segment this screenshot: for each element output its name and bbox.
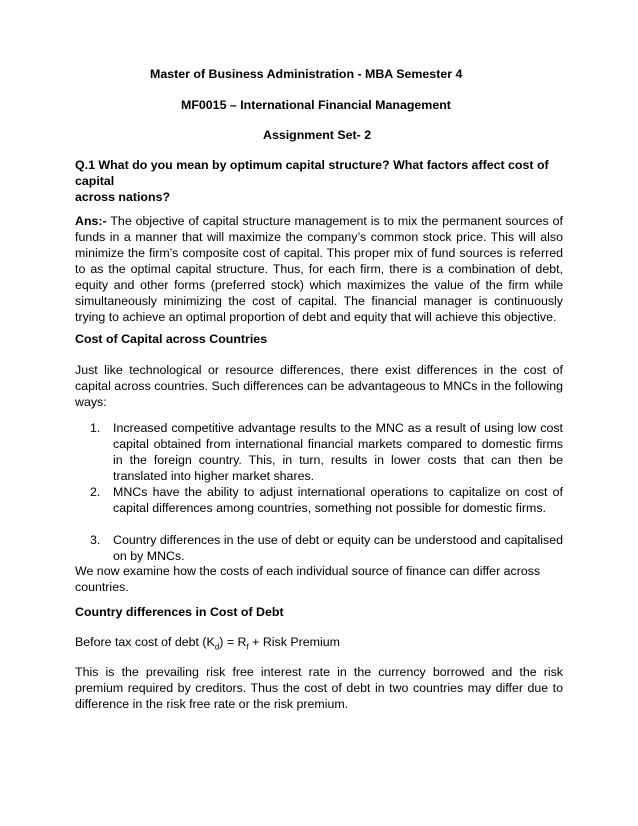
- formula-subscript-d: d: [214, 642, 220, 652]
- assignment-title: Assignment Set- 2: [263, 128, 372, 142]
- formula-suffix: + Risk Premium: [248, 635, 340, 649]
- question-line-1: Q.1 What do you mean by optimum capital structure? What factors affect cost of: [75, 158, 549, 172]
- question-line-2: capital: [75, 174, 115, 188]
- document-title: Master of Business Administration - MBA Semester 4: [150, 67, 463, 81]
- formula-subscript-f: f: [246, 642, 249, 652]
- section-heading-cost-of-debt: Country differences in Cost of Debt: [75, 605, 284, 619]
- answer-text: The objective of capital structure management is to mix the permanent sources of funds in a manner that will maximize the company’s common stock price. This will also minimize the firm’s composite cost of capital. This proper mix of fund sources is referred to as the optimal capital structure. Thus, for each firm, there is a combination of debt, equity and other forms (preferred stock) which maximizes the value of the firm while simultaneously minimizing the cost of capital. The financial manager is continuously trying to achieve an optimal proportion of debt and equity that will achieve this objective.: [75, 214, 563, 324]
- question-line-3: across nations?: [75, 190, 171, 204]
- list-item-text: Country differences in the use of debt or equity can be understood and capitalised on by MNCs.: [113, 533, 563, 563]
- section-heading-cost-of-capital: Cost of Capital across Countries: [75, 332, 268, 346]
- cost-of-debt-paragraph: This is the prevailing risk free interest rate in the currency borrowed and the risk premium required by creditors. Thus the cost of debt in two countries may differ due to difference in the risk free rate or the risk premium.: [75, 665, 563, 711]
- section-outro-paragraph: We now examine how the costs of each individual source of finance can differ across countries.: [75, 564, 541, 594]
- cost-of-debt-formula: [75, 634, 563, 650]
- answer-label: Ans:-: [75, 214, 107, 228]
- answer-paragraph: [75, 213, 563, 325]
- formula-middle: ) = R: [219, 635, 247, 649]
- formula-prefix: Before tax cost of debt (K: [75, 635, 215, 649]
- list-item: [90, 532, 563, 564]
- list-item-number: 3.: [90, 533, 101, 547]
- list-item-number: 1.: [90, 421, 101, 435]
- list-item-number: 2.: [90, 485, 101, 499]
- advantages-list: [90, 420, 563, 564]
- list-item: [90, 484, 563, 516]
- list-item-text: MNCs have the ability to adjust international operations to capitalize on cost of capital differences among countries, something not possible for domestic firms.: [113, 485, 563, 515]
- course-title: MF0015 – International Financial Management: [181, 98, 451, 112]
- question-1: [75, 157, 563, 205]
- list-item: [90, 420, 563, 484]
- section-intro-paragraph: Just like technological or resource differences, there exist differences in the cost of capital across countries. Such differences can be advantageous to MNCs in the following ways:: [75, 363, 563, 409]
- list-item-text: Increased competitive advantage results to the MNC as a result of using low cost capital obtained from international financial markets compared to domestic firms in the foreign country. This, in turn, results in lower costs that can then be translated into higher market shares.: [113, 421, 563, 483]
